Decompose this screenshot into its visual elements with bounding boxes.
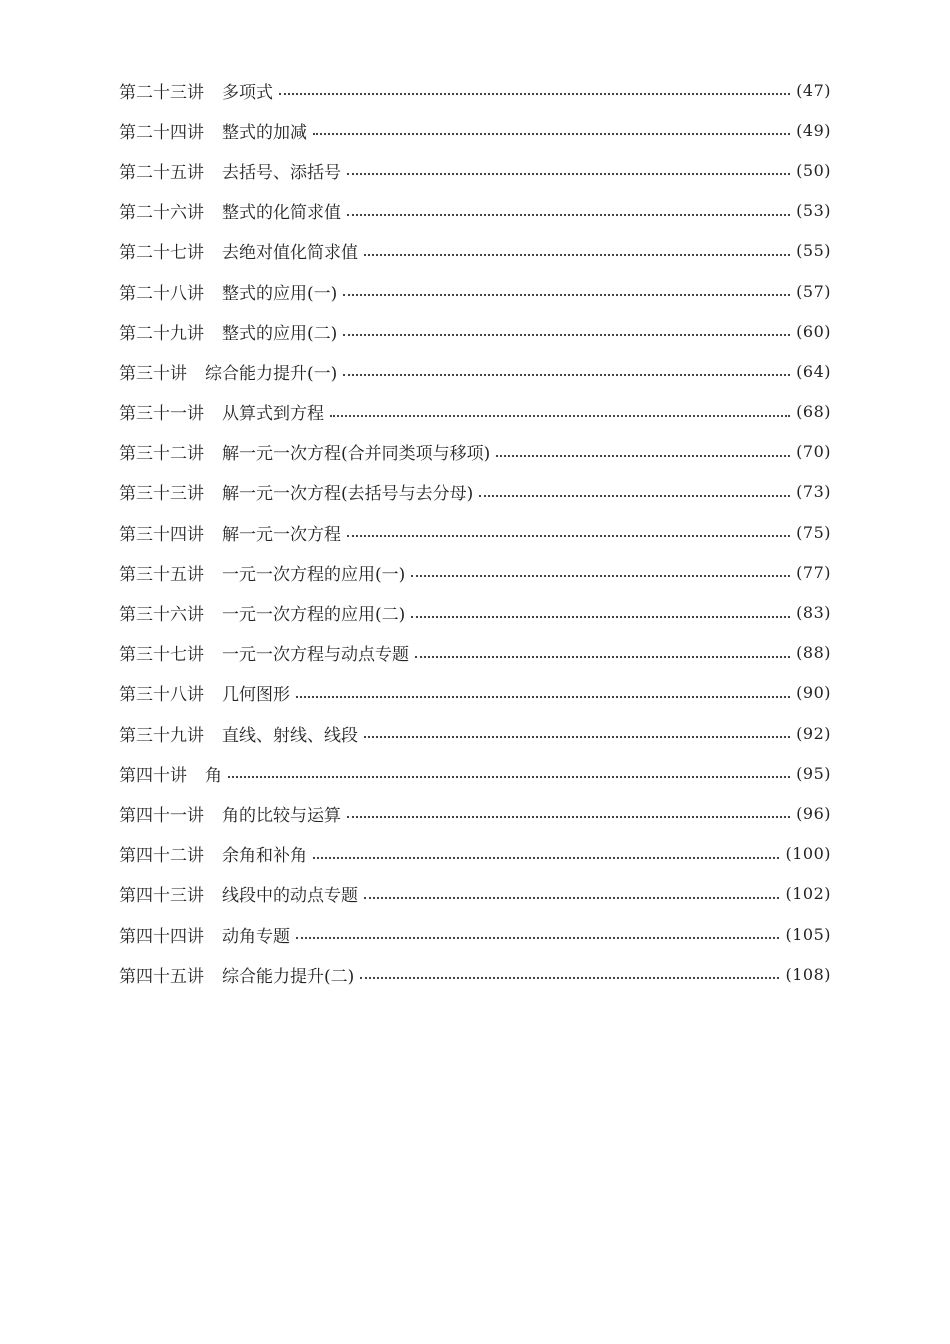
page-number: (105): [785, 924, 831, 944]
dot-leader: [411, 616, 790, 618]
lecture-title: 解一元一次方程(去括号与去分母): [222, 484, 474, 505]
lecture-number: 第二十八讲: [119, 283, 204, 304]
toc-entry[interactable]: [119, 432, 831, 472]
page-number: (77): [796, 562, 831, 582]
toc-entry[interactable]: [119, 70, 831, 110]
lecture-title: 综合能力提升(二): [222, 966, 355, 987]
toc-entry[interactable]: [119, 673, 831, 713]
page-number: (70): [796, 442, 831, 462]
lecture-title: 角: [205, 765, 222, 786]
page-number: (57): [796, 281, 831, 301]
dot-leader: [313, 857, 779, 859]
toc-entry[interactable]: [119, 954, 831, 994]
lecture-title: 整式的应用(二): [222, 323, 338, 344]
toc-entry[interactable]: [119, 472, 831, 512]
page-number: (92): [796, 723, 831, 743]
lecture-title: 直线、射线、线段: [222, 725, 358, 746]
lecture-title: 线段中的动点专题: [222, 886, 358, 907]
toc-entry[interactable]: [119, 392, 831, 432]
page-number: (75): [796, 522, 831, 542]
lecture-number: 第二十七讲: [119, 243, 204, 264]
toc-entry[interactable]: [119, 713, 831, 753]
page-number: (100): [785, 844, 831, 864]
page-number: (47): [796, 80, 831, 100]
lecture-number: 第四十一讲: [119, 805, 204, 826]
lecture-title: 角的比较与运算: [222, 805, 341, 826]
dot-leader: [343, 334, 790, 336]
lecture-title: 一元一次方程的应用(二): [222, 605, 406, 626]
lecture-number: 第四十五讲: [119, 966, 204, 987]
page-number: (95): [796, 763, 831, 783]
toc-entry[interactable]: [119, 874, 831, 914]
toc-entry[interactable]: [119, 914, 831, 954]
toc-entry[interactable]: [119, 351, 831, 391]
lecture-title: 多项式: [222, 82, 273, 103]
toc-entry[interactable]: [119, 110, 831, 150]
lecture-number: 第三十四讲: [119, 524, 204, 545]
lecture-number: 第三十三讲: [119, 484, 204, 505]
table-of-contents: [119, 70, 831, 994]
page-number: (68): [796, 402, 831, 422]
page-number: (96): [796, 803, 831, 823]
toc-entry[interactable]: [119, 512, 831, 552]
dot-leader: [364, 254, 790, 256]
lecture-number: 第四十二讲: [119, 846, 204, 867]
toc-entry[interactable]: [119, 834, 831, 874]
dot-leader: [343, 294, 790, 296]
lecture-number: 第三十七讲: [119, 645, 204, 666]
page-number: (88): [796, 643, 831, 663]
dot-leader: [364, 897, 779, 899]
lecture-title: 综合能力提升(一): [205, 363, 338, 384]
lecture-title: 去绝对值化简求值: [222, 243, 358, 264]
dot-leader: [364, 736, 790, 738]
lecture-number: 第二十四讲: [119, 122, 204, 143]
lecture-title: 动角专题: [222, 926, 290, 947]
lecture-title: 解一元一次方程(合并同类项与移项): [222, 444, 491, 465]
lecture-number: 第三十九讲: [119, 725, 204, 746]
dot-leader: [360, 977, 779, 979]
lecture-number: 第三十二讲: [119, 444, 204, 465]
dot-leader: [411, 575, 790, 577]
toc-entry[interactable]: [119, 271, 831, 311]
lecture-number: 第二十九讲: [119, 323, 204, 344]
lecture-title: 整式的化简求值: [222, 203, 341, 224]
lecture-number: 第三十六讲: [119, 605, 204, 626]
dot-leader: [347, 535, 790, 537]
page-number: (49): [796, 120, 831, 140]
dot-leader: [313, 133, 790, 135]
lecture-number: 第三十讲: [119, 363, 187, 384]
dot-leader: [296, 937, 779, 939]
lecture-number: 第四十四讲: [119, 926, 204, 947]
lecture-title: 整式的应用(一): [222, 283, 338, 304]
dot-leader: [347, 816, 790, 818]
dot-leader: [279, 93, 790, 95]
lecture-title: 去括号、添括号: [222, 162, 341, 183]
toc-entry[interactable]: [119, 231, 831, 271]
dot-leader: [330, 415, 790, 417]
lecture-number: 第三十五讲: [119, 564, 204, 585]
lecture-number: 第三十一讲: [119, 404, 204, 425]
page-number: (55): [796, 241, 831, 261]
page-number: (90): [796, 683, 831, 703]
lecture-title: 解一元一次方程: [222, 524, 341, 545]
dot-leader: [296, 696, 790, 698]
lecture-title: 从算式到方程: [222, 404, 324, 425]
page-number: (83): [796, 603, 831, 623]
toc-entry[interactable]: [119, 592, 831, 632]
toc-entry[interactable]: [119, 311, 831, 351]
lecture-number: 第四十三讲: [119, 886, 204, 907]
page-number: (53): [796, 201, 831, 221]
lecture-title: 整式的加减: [222, 122, 307, 143]
lecture-number: 第四十讲: [119, 765, 187, 786]
dot-leader: [347, 173, 790, 175]
lecture-title: 余角和补角: [222, 846, 307, 867]
lecture-number: 第三十八讲: [119, 685, 204, 706]
lecture-title: 一元一次方程的应用(一): [222, 564, 406, 585]
dot-leader: [347, 214, 790, 216]
lecture-title: 一元一次方程与动点专题: [222, 645, 409, 666]
toc-entry[interactable]: [119, 793, 831, 833]
page-number: (60): [796, 321, 831, 341]
toc-entry[interactable]: [119, 552, 831, 592]
dot-leader: [496, 455, 790, 457]
dot-leader: [415, 656, 790, 658]
toc-entry[interactable]: [119, 753, 831, 793]
page-number: (64): [796, 361, 831, 381]
page-number: (73): [796, 482, 831, 502]
lecture-number: 第二十六讲: [119, 203, 204, 224]
dot-leader: [228, 776, 790, 778]
toc-entry[interactable]: [119, 633, 831, 673]
lecture-title: 几何图形: [222, 685, 290, 706]
lecture-number: 第二十三讲: [119, 82, 204, 103]
dot-leader: [343, 374, 790, 376]
toc-entry[interactable]: [119, 191, 831, 231]
page-number: (50): [796, 160, 831, 180]
page-number: (102): [785, 884, 831, 904]
page-number: (108): [785, 964, 831, 984]
toc-entry[interactable]: [119, 150, 831, 190]
dot-leader: [479, 495, 790, 497]
lecture-number: 第二十五讲: [119, 162, 204, 183]
